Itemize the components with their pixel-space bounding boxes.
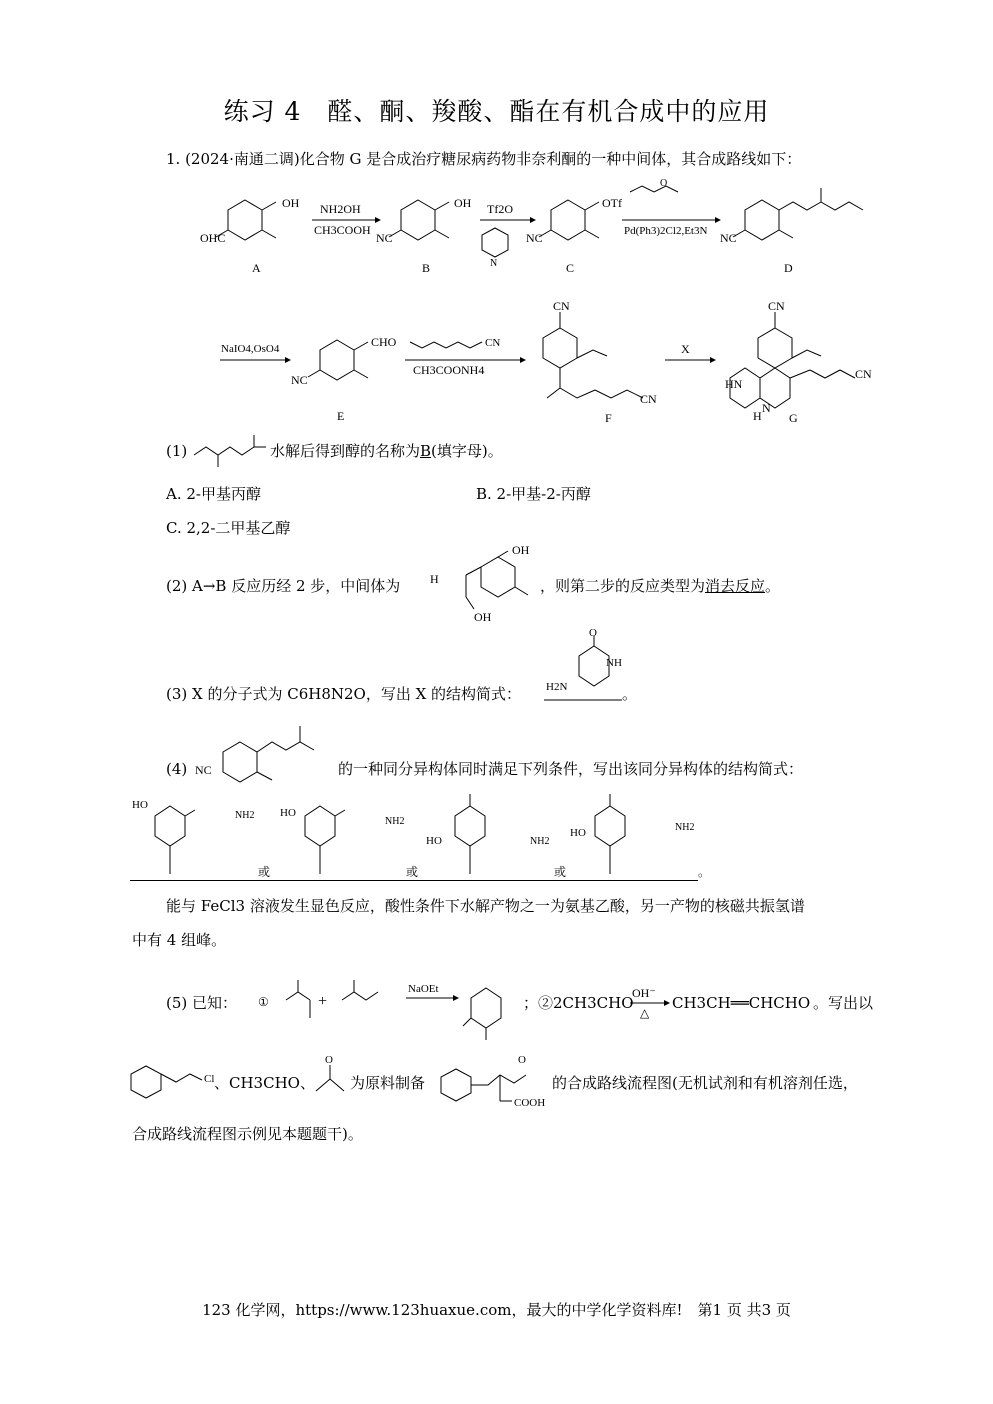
svg-text:NH2: NH2 <box>385 816 405 827</box>
svg-text:O: O <box>589 627 597 639</box>
part-2-text-2: ，则第二步的反应类型为 <box>540 577 706 595</box>
svg-text:COOH: COOH <box>514 1097 546 1109</box>
compound-label: B <box>422 261 431 275</box>
svg-text:NC: NC <box>291 373 308 387</box>
part-4-conditions: 能与 FeCl3 溶液发生显色反应，酸性条件下水解产物之一为氨基乙酸，另一产物的核磁共振氢谱 <box>166 897 805 915</box>
svg-text:O: O <box>518 1054 526 1066</box>
compound-label: F <box>605 411 612 425</box>
svg-text:。: 。 <box>698 865 711 879</box>
isomer-answers <box>130 786 730 882</box>
compound-label: D <box>784 261 793 275</box>
svg-text:H2N: H2N <box>546 681 568 693</box>
or-word: 或 <box>554 865 567 879</box>
page-title: 练习 4 醛、酮、羧酸、酯在有机合成中的应用 <box>223 97 770 126</box>
part-4-conditions-2: 中有 4 组峰。 <box>132 931 227 949</box>
svg-text:HN: HN <box>725 377 743 391</box>
document-page: 练习 4 醛、酮、羧酸、酯在有机合成中的应用 1. (2024·南通二调)化合物 G 是合成治疗糖尿病药物非奈利酮的一种中间体，其合成路线如下： OH OHC A NH2OH CH3COOH OH NC B Tf2O N OTf NC C O Pd(Ph3)2Cl2,Et3N NC D NaIO4,OsO4 CHO NC E CN CH3COONH4 CN CN F X CN HN H N CN G (1) 水解后得到醇的名称为B(填字母)。 A. 2-甲基丙醇 B. 2-甲基-2-丙醇 C. 2,2-二甲基乙醇 (2) A→B 反应历经 2 步，中间体为 OH H OH ，则第二步的反应类型为消去反应。 (3) X 的分子式为 C6H8N2O，写出 X 的结构简式： O NH H2N 。 (4) NC 的一种同分异构体同时满足下列条件，写出该同分异构体的结构简式： HO NH2 或 HO NH2 或 HO NH2 或 HO NH2 。 能与 FeCl3 溶液发生显色反应，酸性条件下水解产物之一为氨基乙酸，另一产物的核磁共振氢谱 中有 4 组峰。 (5) 已知： ① + NaOEt ；②2CH3CHO OH⁻ △ CH3CH══CHCHO 。写出以 Cl 、CH3CHO、 O 为原料制备 COOH O 的合成路线流程图(无机试剂和有机溶剂任选， 合成路线流程图示例见本题题干)。 123 化学网，https://www.123huaxue.com，最大的中学化学资料库! 第1 页 共3 页 <box>0 0 993 1404</box>
svg-text:CH3COONH4: CH3COONH4 <box>413 363 485 377</box>
svg-text:Tf2O: Tf2O <box>487 202 513 216</box>
svg-text:X: X <box>681 342 690 356</box>
part-1-prefix: (1) <box>166 442 188 460</box>
part-1-suffix: (填字母)。 <box>431 442 503 460</box>
isomer-3 <box>426 794 549 874</box>
isomer-4 <box>570 794 694 874</box>
svg-text:N: N <box>762 401 771 415</box>
intermediate-structure <box>428 545 538 625</box>
part-4-text: 的一种同分异构体同时满足下列条件，写出该同分异构体的结构简式： <box>338 760 804 778</box>
route-request: 的合成路线流程图(无机试剂和有机溶剂任选， <box>552 1074 858 1092</box>
known-reaction-1 <box>258 968 528 1048</box>
svg-text:CN: CN <box>768 299 785 313</box>
svg-text:OH: OH <box>512 543 530 557</box>
svg-text:OH⁻: OH⁻ <box>632 986 656 1000</box>
part-5-prefix: (5) 已知： <box>166 994 238 1012</box>
svg-text:Cl: Cl <box>204 1073 215 1085</box>
svg-text:①: ① <box>258 995 269 1009</box>
starting-material-acetone <box>310 1055 350 1105</box>
svg-text:NC: NC <box>526 231 543 245</box>
svg-text:+: + <box>318 993 328 1010</box>
part-2-text: (2) A→B 反应历经 2 步，中间体为 <box>166 577 401 595</box>
svg-text:NH2: NH2 <box>235 810 255 821</box>
isomer-2 <box>280 806 404 874</box>
svg-text:HO: HO <box>570 827 586 839</box>
synthesis-route-row-2 <box>215 300 875 430</box>
svg-text:CN: CN <box>855 367 872 381</box>
question-intro: 1. (2024·南通二调)化合物 G 是合成治疗糖尿病药物非奈利酮的一种中间体，其合成路线如下： <box>166 150 802 168</box>
starting-material-chloride <box>128 1058 218 1098</box>
ester-structure <box>192 433 272 473</box>
svg-text:H: H <box>753 409 762 423</box>
svg-text:O: O <box>660 178 668 189</box>
starting-materials: 、CH3CHO、 <box>214 1074 315 1092</box>
isomer-1 <box>132 799 254 874</box>
reagent-label: CH3COOH <box>314 223 371 237</box>
svg-text:NC: NC <box>195 763 212 777</box>
part-4-prefix: (4) <box>166 760 188 778</box>
svg-text:OH: OH <box>474 610 492 624</box>
known-reaction-2-arrow <box>628 985 672 1025</box>
part-4-structure <box>190 712 350 782</box>
option-b: B. 2-甲基-2-丙醇 <box>476 485 591 503</box>
part-1-answer: B <box>420 442 432 460</box>
svg-text:HO: HO <box>132 799 148 811</box>
known-reaction-2-reactant: ；②2CH3CHO <box>523 994 634 1012</box>
svg-text:HO: HO <box>426 835 442 847</box>
target-product-structure <box>438 1055 558 1115</box>
svg-text:O: O <box>325 1054 333 1066</box>
svg-text:NH: NH <box>606 657 622 669</box>
svg-text:NaIO4,OsO4: NaIO4,OsO4 <box>221 343 280 355</box>
answer-underline <box>130 880 698 881</box>
svg-text:OH: OH <box>454 196 472 210</box>
svg-text:NC: NC <box>720 231 737 245</box>
atom-label: OHC <box>200 231 226 245</box>
svg-text:NH2: NH2 <box>530 836 550 847</box>
route-note: 合成路线流程图示例见本题题干)。 <box>132 1125 363 1143</box>
atom-label: OH <box>282 196 300 210</box>
page-footer: 123 化学网，https://www.123huaxue.com，最大的中学化学资料库! 第1 页 共3 页 <box>202 1301 791 1319</box>
option-c: C. 2,2-二甲基乙醇 <box>166 519 291 537</box>
option-a: A. 2-甲基丙醇 <box>166 485 261 503</box>
svg-text:CN: CN <box>485 337 501 349</box>
or-word: 或 <box>258 865 271 879</box>
svg-text:NH2: NH2 <box>675 822 695 833</box>
compound-label: G <box>789 411 798 425</box>
svg-text:N: N <box>490 258 498 269</box>
svg-text:△: △ <box>640 1006 650 1020</box>
svg-text:NC: NC <box>376 231 393 245</box>
svg-text:CN: CN <box>553 299 570 313</box>
svg-text:Pd(Ph3)2Cl2,Et3N: Pd(Ph3)2Cl2,Et3N <box>624 225 708 237</box>
svg-text:HO: HO <box>280 807 296 819</box>
compound-label: E <box>337 409 345 423</box>
part-3-text: (3) X 的分子式为 C6H8N2O，写出 X 的结构简式： <box>166 685 522 703</box>
part-2-answer: 消去反应 <box>705 577 766 595</box>
answer-x-structure <box>544 628 634 702</box>
compound-label: C <box>566 261 575 275</box>
svg-text:OTf: OTf <box>602 196 622 210</box>
reagent-label: NH2OH <box>320 202 361 216</box>
compound-a-structure <box>200 196 300 275</box>
or-word: 或 <box>406 865 419 879</box>
known-reaction-2-product: CH3CH══CHCHO <box>672 994 811 1012</box>
compound-label: A <box>252 261 261 275</box>
svg-text:CHO: CHO <box>371 335 397 349</box>
prepare-text: 为原料制备 <box>350 1074 426 1092</box>
part-1-text: 水解后得到醇的名称为 <box>270 442 421 460</box>
svg-text:H: H <box>430 572 439 586</box>
svg-text:CN: CN <box>640 392 657 406</box>
synthesis-route-row-1 <box>190 180 880 280</box>
svg-text:NaOEt: NaOEt <box>408 983 439 995</box>
